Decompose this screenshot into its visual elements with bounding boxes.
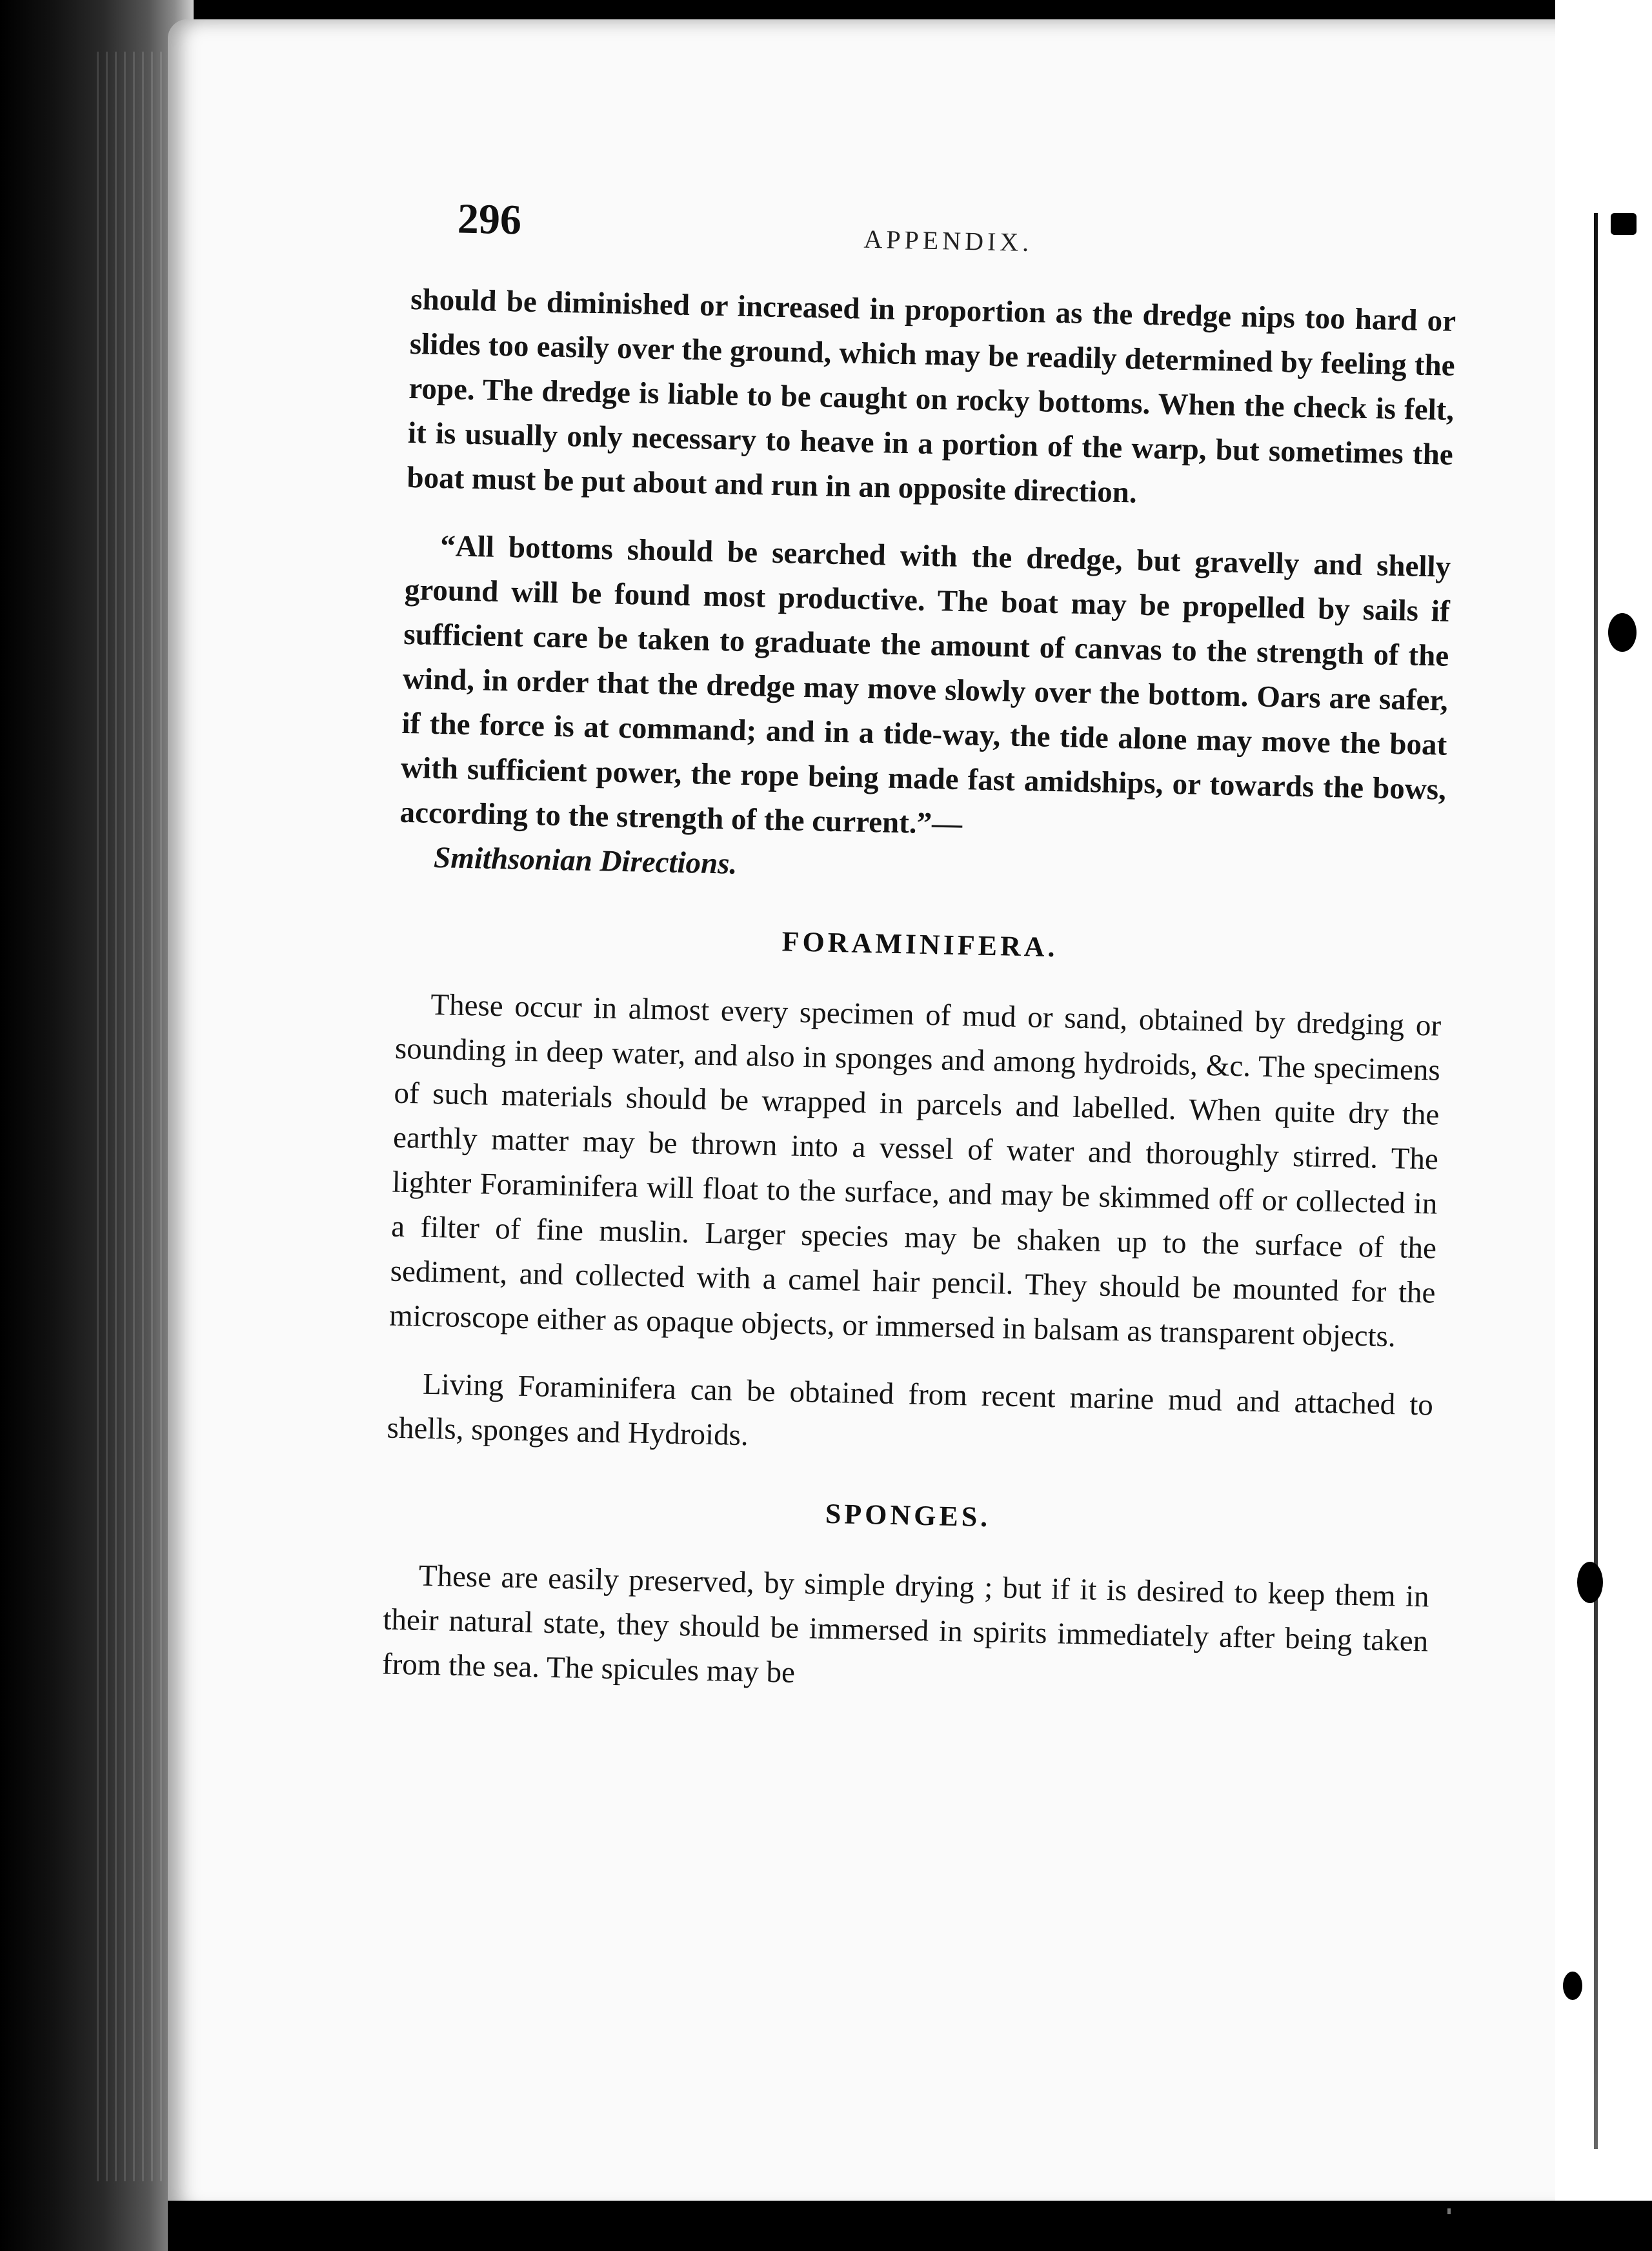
scan-edge-line: [1594, 213, 1598, 2149]
bottom-shadow: [168, 2201, 1652, 2251]
page-number: 296: [457, 195, 522, 244]
dredging-paragraph-1: should be diminished or increased in proportion as the dredge nips too hard or slides too easily over the ground, which may be readily determined by feeling the rope. The dredge is liable to be caught on rocky bottoms. When the check is felt, it is usually only necessary to heave in a portion of the warp, but sometimes the boat must be put about and run in an opposite direction.: [407, 282, 1456, 510]
binding-clip-mark: [1577, 1562, 1603, 1603]
right-margin: [1555, 0, 1652, 2251]
binding-clip-mark: [1563, 1972, 1582, 2000]
dredging-attribution: Smithsonian Directions.: [433, 840, 738, 881]
foraminifera-paragraph-1: These occur in almost every specimen of mud or sand, obtained by dredging or sounding in deep water, and also in sponges and among hydroids, &c. The specimens of such materials should be wrapped in parcels and labelled. When quite dry the earthly matter may be thrown into a vessel of water and thoroughly stirred. The lighter Foraminifera will float to the surface, and may be skimmed off or collected in a filter of fine muslin. Larger species may be shaken up to the surface of the sediment, and collected with a camel hair pencil. They should be mounted for the microscope either as opaque objects, or immersed in balsam as transparent objects.: [388, 987, 1442, 1354]
foraminifera-heading: FORAMINIFERA.: [781, 925, 1059, 964]
page-text: [381, 187, 1458, 1731]
running-head: APPENDIX.: [863, 224, 1033, 257]
sponges-heading: SPONGES.: [825, 1497, 991, 1533]
dredging-paragraph-2: [399, 523, 1451, 902]
page-edges: [97, 52, 174, 2181]
binding-clip-mark: [1608, 613, 1637, 652]
sponges-paragraph-1: These are easily preserved, by simple drying ; but if it is desired to keep them in their natural state, they should be immersed in spirits immediately after being taken from the sea. The spicules may be: [381, 1559, 1430, 1690]
dredging-quote: “All bottoms should be searched with the dredge, but gravelly and shelly ground will be found most productive. The boat may be propelled by sails if sufficient care be taken to graduate the amount of canvas to the strength of the wind, in order that the dredge may move slowly over the bottom. Oars are safer, if the force is at command; and in a tide-way, the tide alone may move the boat with sufficient power, the rope being made fast amidships, or towards the bows, according to the strength of the current.”—: [399, 529, 1451, 842]
scan-speck: [1447, 2208, 1451, 2214]
foraminifera-paragraph-2: Living Foraminifera can be obtained from recent marine mud and attached to shells, sponges and Hydroids.: [387, 1367, 1434, 1453]
book-spine: [0, 0, 194, 2251]
binding-clip-mark: [1611, 213, 1637, 235]
